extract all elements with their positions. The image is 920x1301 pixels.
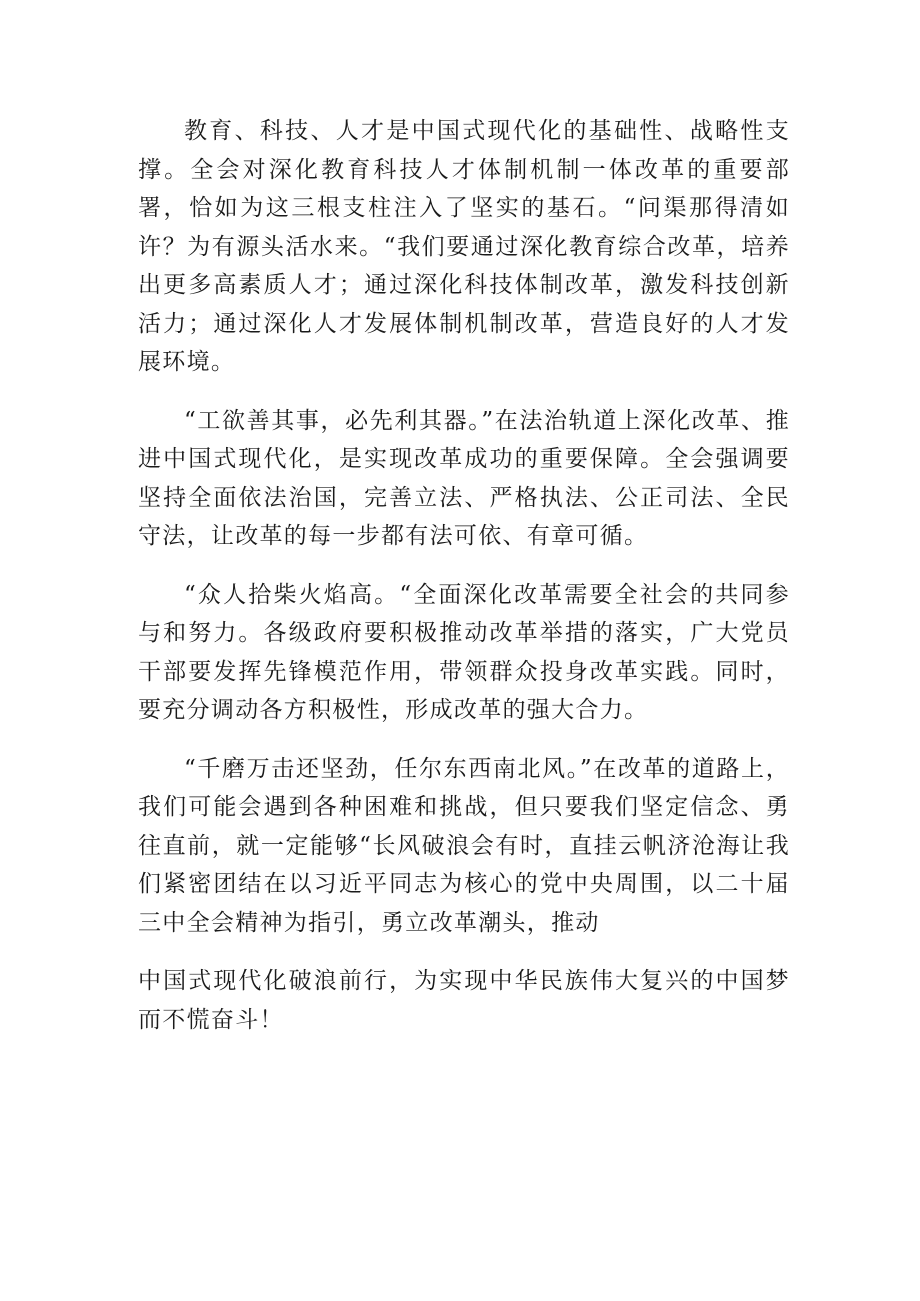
document-body bbox=[138, 112, 790, 1039]
paragraph-perseverance: “千磨万击还坚劲，任尔东西南北风。”在改革的道路上，我们可能会遇到各种困难和挑战，但只要我们坚定信念、勇往直前，就一定能够“长风破浪会有时，直挂云帆济沧海让我们紧密团结在以习近平同志为核心的党中央周围，以二十届三中全会精神为指引，勇立改革潮头，推动 bbox=[138, 755, 790, 936]
paragraph-education-science-talent: 教育、科技、人才是中国式现代化的基础性、战略性支撑。全会对深化教育科技人才体制机制一体改革的重要部署，恰如为这三根支柱注入了坚实的基石。“问渠那得清如许？为有源头活水来。“我们要通过深化教育综合改革，培养出更多高素质人才；通过深化科技体制改革，激发科技创新活力；通过深化人才发展体制机制改革，营造良好的人才发展环境。 bbox=[138, 118, 790, 375]
paragraph-collective-effort: “众人拾柴火焰高。“全面深化改革需要全社会的共同参与和努力。各级政府要积极推动改革举措的落实，广大党员干部要发挥先锋模范作用，带领群众投身改革实践。同时，要充分调动各方积极性，形成改革的强大合力。 bbox=[138, 581, 790, 723]
paragraph-rule-of-law: “工欲善其事，必先利其器。”在法治轨道上深化改革、推进中国式现代化，是实现改革成功的重要保障。全会强调要坚持全面依法治国，完善立法、严格执法、公正司法、全民守法，让改革的每一步都有法可依、有章可循。 bbox=[138, 407, 790, 549]
paragraph-closing: 中国式现代化破浪前行，为实现中华民族伟大复兴的中国梦而不慌奋斗！ bbox=[138, 968, 790, 1033]
